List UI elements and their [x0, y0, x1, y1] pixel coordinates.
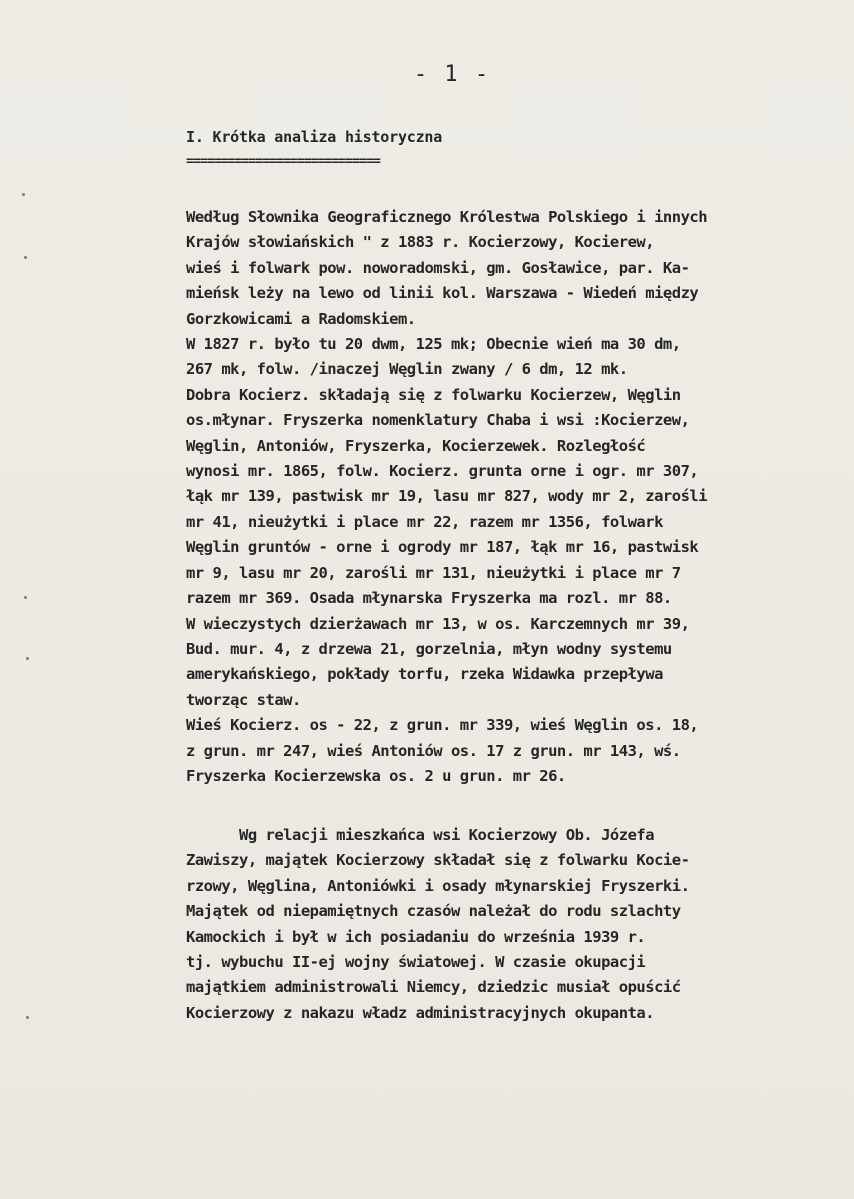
text-line: Wieś Kocierz. os - 22, z grun. mr 339, wieś Węglin os. 18,: [186, 716, 699, 735]
text-line: z grun. mr 247, wieś Antoniów os. 17 z grun. mr 143, wś.: [186, 741, 681, 760]
text-line: Bud. mur. 4, z drzewa 21, gorzelnia, młyn wodny systemu: [186, 639, 672, 658]
text-line: Fryszerka Kocierzewska os. 2 u grun. mr 26.: [186, 766, 566, 785]
text-line: wieś i folwark pow. noworadomski, gm. Gosławice, par. Ka-: [186, 258, 690, 277]
text-line: Majątek od niepamiętnych czasów należał do rodu szlachty: [186, 902, 681, 921]
text-line: Wg relacji mieszkańca wsi Kocierzowy Ob. Józefa: [186, 826, 655, 844]
page-number: - 1 -: [413, 62, 491, 87]
margin-mark: [26, 657, 29, 660]
text-line: Kamockich i był w ich posiadaniu do września 1939 r.: [186, 927, 646, 946]
text-line: Według Słownika Geograficznego Królestwa Polskiego i innych: [186, 208, 708, 226]
text-line: Zawiszy, majątek Kocierzowy składał się z folwarku Kocie-: [186, 851, 690, 870]
section-heading: I. Krótka analiza historyczna: [186, 128, 443, 146]
text-line: amerykańskiego, pokłady torfu, rzeka Widawka przepływa: [186, 665, 663, 684]
text-line: mr 41, nieużytki i place mr 22, razem mr 1356, folwark: [186, 512, 663, 531]
margin-mark: [24, 256, 27, 259]
margin-mark: [26, 1016, 29, 1019]
text-line: os.młynar. Fryszerka nomenklatury Chaba i wsi :Kocierzew,: [186, 411, 690, 430]
text-line: 267 mk, folw. /inaczej Węglin zwany / 6 dm, 12 mk.: [186, 360, 628, 379]
text-line: Gorzkowicami a Radomskiem.: [186, 309, 416, 328]
text-line: tworząc staw.: [186, 690, 301, 709]
text-line: łąk mr 139, pastwisk mr 19, lasu mr 827, wody mr 2, zarośli: [186, 487, 708, 506]
text-line: majątkiem administrowali Niemcy, dziedzic musiał opuścić: [186, 978, 681, 997]
paragraph-historical-description: [186, 205, 826, 789]
text-line: mr 9, lasu mr 20, zarośli mr 131, nieużytki i place mr 7: [186, 563, 681, 582]
text-line: Węglin gruntów - orne i ogrody mr 187, łąk mr 16, pastwisk: [186, 538, 699, 557]
text-line: Krajów słowiańskich " z 1883 r. Kocierzowy, Kocierew,: [186, 233, 655, 252]
text-line: wynosi mr. 1865, folw. Kocierz. grunta orne i ogr. mr 307,: [186, 462, 699, 481]
text-line: rzowy, Węglina, Antoniówki i osady młynarskiej Fryszerki.: [186, 876, 690, 895]
paragraph-resident-account: [186, 823, 826, 1026]
margin-mark: [22, 193, 25, 196]
margin-mark: [24, 596, 27, 599]
heading-underline: ============================: [186, 154, 380, 169]
text-line: tj. wybuchu II-ej wojny światowej. W czasie okupacji: [186, 953, 646, 972]
text-line: Kocierzowy z nakazu władz administracyjnych okupanta.: [186, 1003, 655, 1022]
text-line: razem mr 369. Osada młynarska Fryszerka ma rozl. mr 88.: [186, 589, 672, 608]
text-line: W 1827 r. było tu 20 dwm, 125 mk; Obecnie wień ma 30 dm,: [186, 335, 681, 354]
text-line: Dobra Kocierz. składają się z folwarku Kocierzew, Węglin: [186, 385, 681, 404]
text-line: W wieczystych dzierżawach mr 13, w os. Karczemnych mr 39,: [186, 614, 690, 633]
text-line: Węglin, Antoniów, Fryszerka, Kocierzewek. Rozległość: [186, 436, 646, 455]
text-line: mieńsk leży na lewo od linii kol. Warszawa - Wiedeń między: [186, 284, 699, 303]
